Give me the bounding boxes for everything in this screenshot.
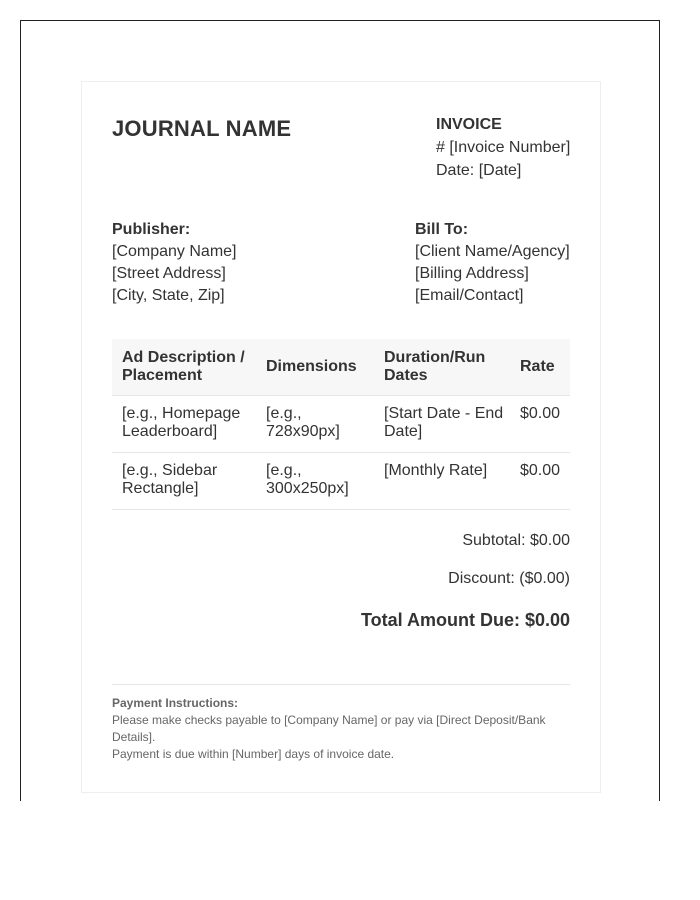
bill-to-block [415,219,570,307]
invoice-meta [436,113,570,182]
table-row [112,396,570,453]
header-ad-description: Ad Description / Placement [122,349,245,384]
payment-line-2: Payment is due within [Number] days of invoice date. [112,747,395,761]
table-row [112,453,570,510]
total-amount-due: Total Amount Due: $0.00 [360,610,570,630]
table-header-row [112,339,570,396]
header-dimensions: Dimensions [266,358,357,375]
bill-to-contact: [Email/Contact] [415,287,524,304]
publisher-company: [Company Name] [112,243,237,260]
bill-to-client: [Client Name/Agency] [415,243,570,260]
discount: Discount: ($0.00) [448,570,570,587]
cell-dimensions: [e.g., 728x90px] [266,405,340,440]
invoice-date: Date: [Date] [436,162,522,179]
payment-instructions [112,695,570,763]
cell-ad-description: [e.g., Sidebar Rectangle] [122,462,218,497]
publisher-city: [City, State, Zip] [112,287,225,304]
cell-dimensions: [e.g., 300x250px] [266,462,349,497]
header-rate: Rate [520,358,555,375]
header-duration: Duration/Run Dates [384,349,486,384]
cell-rate: $0.00 [520,462,561,479]
cell-ad-description: [e.g., Homepage Leaderboard] [122,405,241,440]
publisher-street: [Street Address] [112,265,226,282]
invoice-number: # [Invoice Number] [436,139,571,156]
payment-line-1: Please make checks payable to [Company Name] or pay via [Direct Deposit/Bank Details]. [112,713,546,744]
journal-name: JOURNAL NAME [112,116,292,141]
payment-heading: Payment Instructions: [112,696,239,710]
publisher-block [112,219,237,307]
invoice-heading: INVOICE [436,116,502,133]
cell-duration: [Start Date - End Date] [384,405,504,440]
items-table [112,339,570,510]
publisher-heading: Publisher: [112,221,191,238]
subtotal: Subtotal: $0.00 [462,532,570,549]
cell-duration: [Monthly Rate] [384,462,488,479]
bill-to-address: [Billing Address] [415,265,529,282]
bill-to-heading: Bill To: [415,221,469,238]
cell-rate: $0.00 [520,405,561,422]
footer-divider [112,684,570,685]
